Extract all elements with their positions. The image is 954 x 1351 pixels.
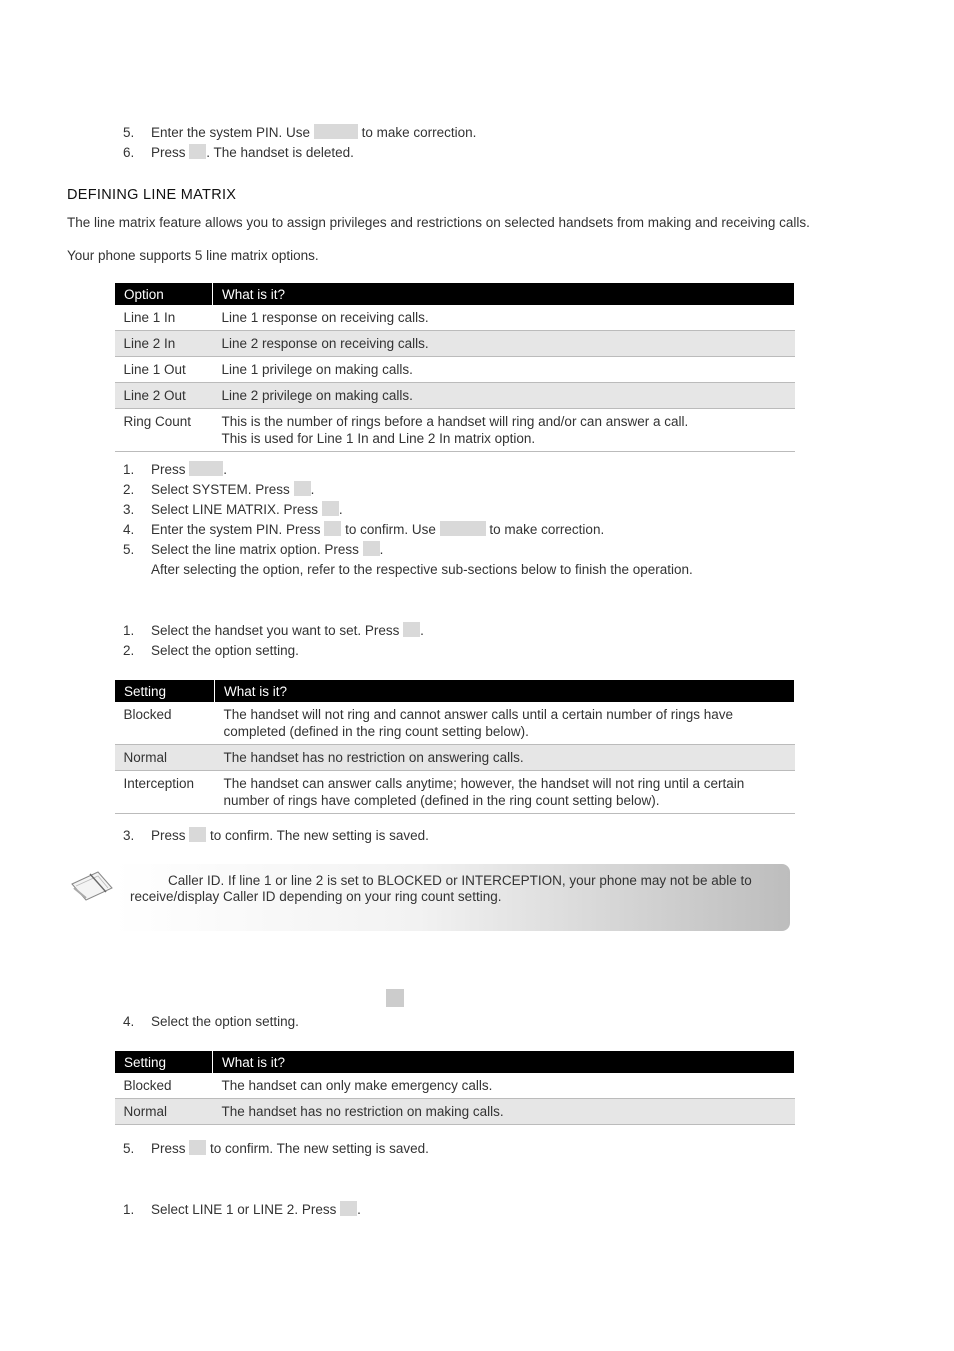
setting-desc: The handset has no restriction on answering calls.	[215, 745, 796, 771]
step-number: 5.	[123, 542, 135, 557]
step-text: to make correction.	[489, 522, 605, 537]
step-text: . The handset is deleted.	[206, 145, 354, 160]
table-header: Option	[115, 283, 213, 305]
key-icon	[189, 144, 206, 159]
option-desc: Line 2 privilege on making calls.	[213, 383, 796, 409]
step-text: Press	[151, 462, 186, 477]
step-text: Select the option setting.	[151, 643, 299, 658]
step-text: .	[223, 462, 228, 477]
key-icon	[314, 124, 358, 139]
table-header: Setting	[115, 680, 215, 702]
setting-desc: The handset can answer calls anytime; however, the handset will not ring until a certain	[223, 776, 745, 791]
matrix-step-4	[123, 521, 604, 539]
in-step-2	[123, 642, 299, 660]
step-text: .	[420, 623, 424, 638]
step-number: 1.	[123, 1202, 135, 1217]
step-text: to make correction.	[361, 125, 477, 140]
note-box	[114, 864, 790, 931]
option-desc: This is the number of rings before a handset will ring and/or can answer a call.	[221, 414, 689, 429]
table-header: Setting	[115, 1051, 213, 1073]
step-text: .	[379, 542, 384, 557]
key-icon	[324, 521, 341, 536]
setting-name: Normal	[115, 745, 215, 771]
step-text: .	[310, 482, 315, 497]
step-text: Press	[151, 1141, 186, 1156]
step-press-delete	[123, 144, 354, 162]
matrix-step-1	[123, 461, 227, 479]
step-number: 4.	[123, 522, 135, 537]
option-name: Line 2 In	[115, 331, 213, 357]
table-header-row	[115, 680, 796, 702]
setting-desc: The handset has no restriction on making calls.	[213, 1099, 796, 1125]
out-step-4	[123, 1013, 299, 1031]
step-number: 5.	[123, 125, 135, 140]
table-row	[115, 331, 796, 357]
step-number: 6.	[123, 145, 135, 160]
setting-desc-cell	[215, 771, 796, 814]
step-number: 1.	[123, 623, 135, 638]
key-icon	[403, 622, 420, 637]
step-text: Select SYSTEM. Press	[151, 482, 290, 497]
ring-step-1	[123, 1201, 361, 1219]
step-text: to confirm. The new setting is saved.	[210, 828, 429, 843]
step-text: .	[338, 502, 343, 517]
setting-desc-cell	[215, 702, 796, 745]
option-desc: This is used for Line 1 In and Line 2 In matrix option.	[221, 431, 536, 446]
option-name: Ring Count	[115, 409, 213, 452]
step-number: 2.	[123, 482, 135, 497]
out-setting-table	[114, 1051, 796, 1125]
key-icon	[322, 501, 339, 516]
setting-name: Blocked	[115, 1073, 213, 1099]
option-name: Line 1 Out	[115, 357, 213, 383]
section-title: DEFINING LINE MATRIX	[67, 187, 237, 203]
table-row	[115, 745, 796, 771]
step-text: Enter the system PIN. Use	[151, 125, 311, 140]
option-desc: Line 2 response on receiving calls.	[213, 331, 796, 357]
key-icon	[294, 481, 311, 496]
step-number: 3.	[123, 828, 135, 843]
key-icon	[189, 1140, 206, 1155]
note-text	[130, 873, 770, 905]
matrix-step-5	[123, 541, 383, 559]
key-icon	[440, 521, 486, 536]
matrix-step-3	[123, 501, 343, 519]
table-row	[115, 1099, 796, 1125]
step-number: 5.	[123, 1141, 135, 1156]
note-icon	[68, 866, 116, 902]
matrix-step-2	[123, 481, 314, 499]
step-number: 4.	[123, 1014, 135, 1029]
table-header: What is it?	[215, 680, 796, 702]
table-row	[115, 357, 796, 383]
table-row	[115, 1073, 796, 1099]
step-text: Enter the system PIN. Press	[151, 522, 321, 537]
key-icon	[363, 541, 380, 556]
key-icon	[386, 989, 404, 1007]
table-row	[115, 409, 796, 452]
step-text: Select the line matrix option. Press	[151, 542, 359, 557]
table-row	[115, 305, 796, 331]
step-text: Press	[151, 828, 186, 843]
step-text: Select the option setting.	[151, 1014, 299, 1029]
setting-name: Interception	[115, 771, 215, 814]
setting-desc: The handset can only make emergency calls.	[213, 1073, 796, 1099]
note-line: Caller ID. If line 1 or line 2 is set to BLOCKED or INTERCEPTION, your phone may not be able to	[168, 873, 752, 888]
setting-desc: The handset will not ring and cannot answer calls until a certain number of rings have	[223, 707, 734, 722]
option-name: Line 2 Out	[115, 383, 213, 409]
key-icon	[189, 461, 223, 476]
table-header: What is it?	[213, 283, 796, 305]
key-icon	[340, 1201, 357, 1216]
setting-desc: completed (defined in the ring count setting below).	[223, 724, 529, 739]
option-desc-cell	[213, 409, 796, 452]
table-row	[115, 771, 796, 814]
in-step-1	[123, 622, 424, 640]
step-text: Select the handset you want to set. Press	[151, 623, 400, 638]
option-desc: Line 1 response on receiving calls.	[213, 305, 796, 331]
step-number: 2.	[123, 643, 135, 658]
option-name: Line 1 In	[115, 305, 213, 331]
table-row	[115, 383, 796, 409]
step-text: to confirm. The new setting is saved.	[210, 1141, 429, 1156]
intro-paragraph: The line matrix feature allows you to assign privileges and restrictions on selected handsets from making and receiving calls.	[67, 215, 810, 230]
table-row	[115, 702, 796, 745]
note-line: receive/display Caller ID depending on your ring count setting.	[130, 889, 502, 904]
support-paragraph: Your phone supports 5 line matrix options.	[67, 248, 319, 263]
step-number: 1.	[123, 462, 135, 477]
setting-desc: number of rings have completed (defined in the ring count setting below).	[223, 793, 660, 808]
matrix-step-5-note: After selecting the option, refer to the respective sub-sections below to finish the operation.	[151, 562, 693, 577]
step-text: Select LINE MATRIX. Press	[151, 502, 319, 517]
step-text: .	[357, 1202, 361, 1217]
step-text: Select LINE 1 or LINE 2. Press	[151, 1202, 337, 1217]
setting-name: Blocked	[115, 702, 215, 745]
options-table	[114, 283, 796, 452]
step-text: Press	[151, 145, 186, 160]
key-icon	[189, 827, 206, 842]
setting-name: Normal	[115, 1099, 213, 1125]
option-desc: Line 1 privilege on making calls.	[213, 357, 796, 383]
table-header-row	[115, 1051, 796, 1073]
step-enter-pin	[123, 124, 476, 142]
table-header-row	[115, 283, 796, 305]
in-step-3	[123, 827, 429, 845]
step-text: to confirm. Use	[345, 522, 436, 537]
step-number: 3.	[123, 502, 135, 517]
in-setting-table	[114, 680, 796, 814]
table-header: What is it?	[213, 1051, 796, 1073]
out-step-5	[123, 1140, 429, 1158]
